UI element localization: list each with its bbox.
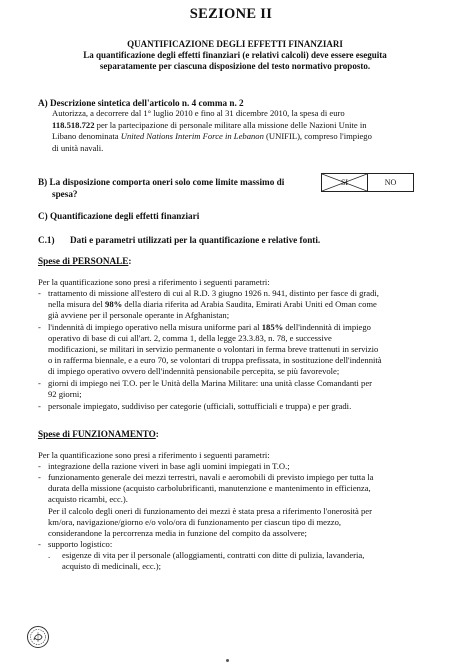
- header-line-1: QUANTIFICAZIONE DEGLI EFFETTI FINANZIARI: [127, 39, 343, 49]
- section-a-amount: 118.518.722: [52, 120, 95, 130]
- personale-bullet-3: - giorni di impiego nei T.O. per le Unità della Marina Militare: una unità classe Comandanti per: [38, 378, 373, 388]
- no-cell: [368, 174, 414, 192]
- section-a-heading: A) Descrizione sintetica dell'articolo n. 4 comma n. 2: [38, 98, 244, 108]
- personale-intro: Per la quantificazione sono presi a riferimento i seguenti parametri:: [38, 277, 270, 287]
- funzionamento-heading: Spese di FUNZIONAMENTO:: [38, 429, 159, 439]
- personale-bullet-2-cont-2: modificazioni, se militari in servizio permanente o volontari in ferma breve trattenuti in servizio: [48, 344, 379, 354]
- section-a-line-3: Libano denominata United Nations Interim Force in Lebanon (UNIFIL), compreso l'impiego: [52, 131, 372, 141]
- funzionamento-para-line-3: considerandone la percorrenza media in funzione del compito da assolvere;: [48, 528, 307, 538]
- funzionamento-para-line-1: Per il calcolo degli oneri di funzionamento dei mezzi è stata presa a riferimento l'onerosità per: [48, 506, 372, 516]
- personale-heading: Spese di PERSONALE:: [38, 256, 132, 266]
- si-label: SI: [340, 178, 349, 187]
- si-cell: [322, 174, 368, 192]
- si-no-box: [321, 173, 414, 192]
- header-block: [40, 39, 430, 72]
- personale-bullet-2: - l'indennità di impiego operativo nella misura uniforme pari al 185% dell'indennità di impiego: [38, 322, 371, 332]
- funzionamento-para-line-2: km/ora, navigazione/giorno e/o volo/ora di funzionamento per ciascun tipo di mezzo,: [48, 517, 342, 527]
- personale-bullet-1-cont-1: nella misura del 98% della diaria riferita ad Arabia Saudita, Emirati Arabi Uniti ed Oman come: [48, 299, 377, 309]
- personale-bullet-1: - trattamento di missione all'estero di cui al R.D. 3 giugno 1926 n. 941, distinto per fasce di gradi,: [38, 288, 379, 298]
- personale-bullet-2-cont-4: di impiego operativo ovvero dell'indennità pensionabile percepita, se più favorevole;: [48, 366, 340, 376]
- funzionamento-bullet-2-cont-1: durata della missione (acquisto carbolubrificanti, manutenzione e mantenimento in efficienza,: [48, 483, 371, 493]
- personale-bullet-3-cont: 92 giorni;: [48, 389, 82, 399]
- no-label: NO: [384, 178, 397, 187]
- section-c-heading: C) Quantificazione degli effetti finanziari: [38, 211, 200, 221]
- section-a-line-4: di unità navali.: [52, 143, 104, 153]
- funzionamento-bullet-3: - supporto logistico:: [38, 539, 113, 549]
- mission-name: United Nations Interim Force in Lebanon: [120, 131, 264, 141]
- funzionamento-bullet-1: - integrazione della razione viveri in base agli uomini impiegati in T.O.;: [38, 461, 290, 471]
- funzionamento-sub-bullet-1: . esigenze di vita per il personale (alloggiamenti, contratti con ditte di pulizia, lavanderia,: [48, 550, 365, 560]
- header-line-2: La quantificazione degli effetti finanziari (e relativi calcoli) deve essere eseguita: [83, 50, 387, 60]
- funzionamento-bullet-2-cont-2: acquisto ricambi, ecc.).: [48, 494, 128, 504]
- c1-heading: Dati e parametri utilizzati per la quantificazione e relative fonti.: [70, 235, 321, 245]
- personale-bullet-4: - personale impiegato, suddiviso per categorie (ufficiali, sottufficiali e truppa) e per gradi.: [38, 401, 352, 411]
- stamp-seal-icon: [26, 625, 50, 649]
- c1-number: C.1): [38, 235, 55, 245]
- section-b-question-line-1: B) La disposizione comporta oneri solo come limite massimo di: [38, 177, 285, 187]
- personale-bullet-1-cont-2: già avviene per il personale operante in Afghanistan;: [48, 310, 230, 320]
- personale-bullet-2-cont-1: operativo di base di cui all'art. 2, comma 1, della legge 23.3.83, n. 78, e successive: [48, 333, 332, 343]
- header-line-3: separatamente per ciascuna disposizione del testo normativo proposto.: [99, 61, 371, 71]
- page-marker: [226, 659, 229, 662]
- section-a-line-2: 118.518.722 per la partecipazione di personale militare alla missione delle Nazioni Unite in: [52, 120, 367, 130]
- section-title: SEZIONE II: [189, 6, 273, 22]
- funzionamento-intro: Per la quantificazione sono presi a riferimento i seguenti parametri:: [38, 450, 270, 460]
- funzionamento-sub-bullet-1-cont: acquisto di medicinali, ecc.);: [62, 561, 162, 571]
- section-a-line-1: Autorizza, a decorrere dal 1° luglio 2010 e fino al 31 dicembre 2010, la spesa di euro: [52, 108, 345, 118]
- personale-bullet-2-cont-3: o in rafferma biennale, e a euro 70, se volontari di truppa prefissata, in sostituzione dell'indennità: [48, 355, 382, 365]
- section-b-question-line-2: spesa?: [52, 189, 78, 199]
- funzionamento-bullet-2: - funzionamento generale dei mezzi terrestri, navali e aeromobili di previsto impiego per tutta la: [38, 472, 374, 482]
